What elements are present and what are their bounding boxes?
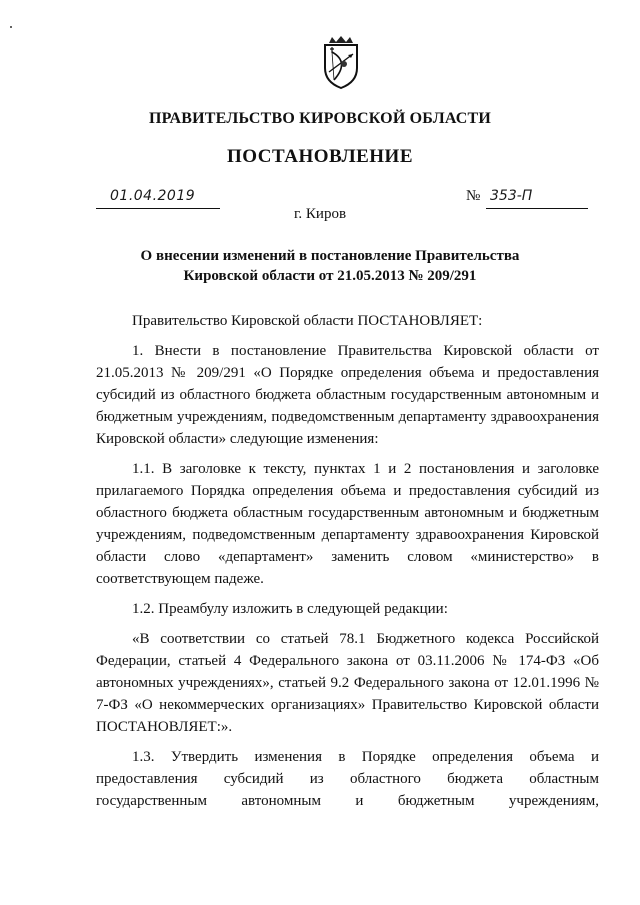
body-paragraph: 1.1. В заголовке к тексту, пунктах 1 и 2 постановления и заголовке прилагаемого Порядка определения объема и предоставления субсидий из областного бюджета областным государственным автономным и бюджетным учреждениям, подведомственным департаменту здравоохранения Кировской области слово «департамент» заменить словом «министерство» в соответствующем падеже. xyxy=(96,461,599,587)
body-paragraph: Правительство Кировской области ПОСТАНОВЛЯЕТ: xyxy=(132,313,483,329)
government-title: ПРАВИТЕЛЬСТВО КИРОВСКОЙ ОБЛАСТИ xyxy=(148,110,492,127)
document-subject xyxy=(120,246,540,286)
body-paragraph: 1.3. Утвердить изменения в Порядке определения объема и предоставления субсидий из областного бюджета областным государственным автономным и бюджетным учреждениям, xyxy=(96,749,599,809)
subject-line: О внесении изменений в постановление Правительства xyxy=(140,248,520,264)
coat-of-arms-icon xyxy=(320,34,362,90)
scan-speck xyxy=(10,26,12,28)
body-paragraph: 1. Внести в постановление Правительства Кировской области от 21.05.2013 № 209/291 «О Порядке определения объема и предоставления субсидий из областного бюджета областным государственным автономным и бюджетным учреждениям, подведомственным департаменту здравоохранения Кировской области» следующие изменения: xyxy=(96,343,599,447)
document-body xyxy=(96,310,599,812)
document-date: 01.04.2019 xyxy=(110,188,196,204)
city: г. Киров xyxy=(293,206,347,222)
subject-line: Кировской области от 21.05.2013 № 209/291 xyxy=(183,268,477,284)
document-number: 353-П xyxy=(490,188,533,204)
number-label: № xyxy=(466,188,481,204)
body-paragraph: «В соответствии со статьей 78.1 Бюджетного кодекса Российской Федерации, статьей 4 Федерального закона от 03.11.2006 № 174-ФЗ «Об автономных учреждениях», статьей 9.2 Федерального закона от 12.01.1996 № 7-ФЗ «О некоммерческих организациях» Правительство Кировской области ПОСТАНОВЛЯЕТ:». xyxy=(96,631,599,735)
document-type-title: ПОСТАНОВЛЕНИЕ xyxy=(226,146,414,167)
body-paragraph: 1.2. Преамбулу изложить в следующей редакции: xyxy=(132,601,448,617)
